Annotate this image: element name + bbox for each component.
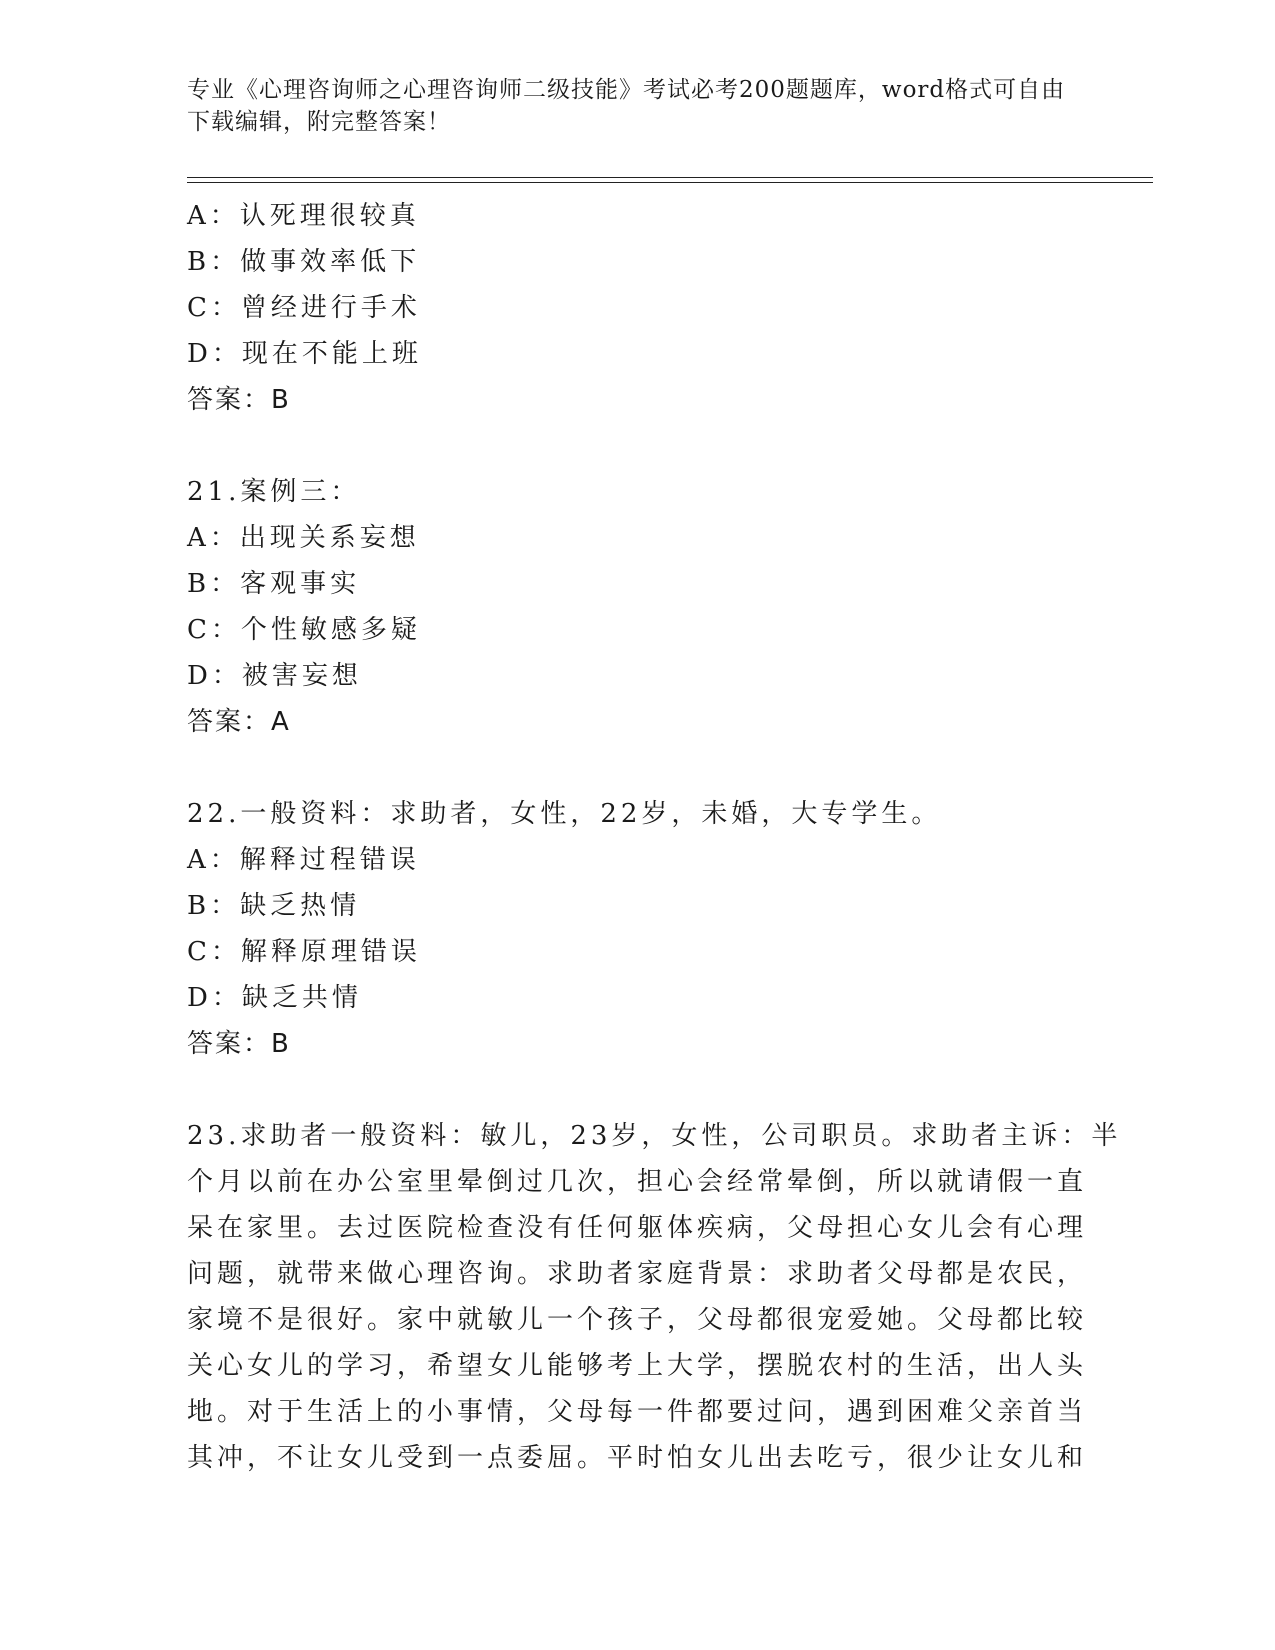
option-c: C：曾经进行手术 [187, 293, 421, 323]
option-b: B：做事效率低下 [187, 247, 421, 277]
paragraph-line: 其冲，不让女儿受到一点委屈。平时怕女儿出去吃亏，很少让女儿和 [187, 1443, 1088, 1473]
question-23 [187, 1113, 1122, 1481]
option-b: B：客观事实 [187, 569, 361, 599]
option-b: B：缺乏热情 [187, 891, 361, 921]
spacer [187, 423, 1087, 469]
option-a: A：解释过程错误 [187, 845, 420, 875]
question-20 [187, 193, 1087, 423]
option-d: D：被害妄想 [187, 661, 362, 691]
option-c: C：个性敏感多疑 [187, 615, 421, 645]
answer: 答案：A [187, 707, 291, 737]
paragraph-line: 23.求助者一般资料：敏儿，23岁，女性，公司职员。求助者主诉：半 [187, 1121, 1122, 1151]
paragraph-line: 呆在家里。去过医院检查没有任何躯体疾病，父母担心女儿会有心理 [187, 1213, 1088, 1243]
question-stem: 22.一般资料：求助者，女性，22岁，未婚，大专学生。 [187, 799, 942, 829]
document-body [187, 193, 1122, 1481]
option-c: C：解释原理错误 [187, 937, 421, 967]
option-a: A：出现关系妄想 [187, 523, 420, 553]
spacer [187, 1067, 1087, 1113]
header-text: 专业《心理咨询师之心理咨询师二级技能》考试必考200题题库，word格式可自由下载编辑，附完整答案！ [187, 77, 1066, 135]
question-stem: 21.案例三： [187, 477, 361, 507]
document-header [187, 74, 1067, 138]
paragraph-line: 地。对于生活上的小事情，父母每一件都要过问，遇到困难父亲首当 [187, 1397, 1088, 1427]
question-21 [187, 469, 1087, 745]
paragraph-line: 问题，就带来做心理咨询。求助者家庭背景：求助者父母都是农民， [187, 1259, 1088, 1289]
answer: 答案：B [187, 1029, 291, 1059]
answer: 答案：B [187, 385, 291, 415]
spacer [187, 745, 1087, 791]
option-d: D：缺乏共情 [187, 983, 362, 1013]
question-22 [187, 791, 1087, 1067]
paragraph-line: 家境不是很好。家中就敏儿一个孩子，父母都很宠爱她。父母都比较 [187, 1305, 1088, 1335]
header-divider-top [187, 177, 1153, 178]
option-d: D：现在不能上班 [187, 339, 422, 369]
header-divider-bottom [187, 182, 1153, 183]
paragraph-line: 关心女儿的学习，希望女儿能够考上大学，摆脱农村的生活，出人头 [187, 1351, 1088, 1381]
option-a: A：认死理很较真 [187, 201, 420, 231]
paragraph-line: 个月以前在办公室里晕倒过几次，担心会经常晕倒，所以就请假一直 [187, 1167, 1088, 1197]
